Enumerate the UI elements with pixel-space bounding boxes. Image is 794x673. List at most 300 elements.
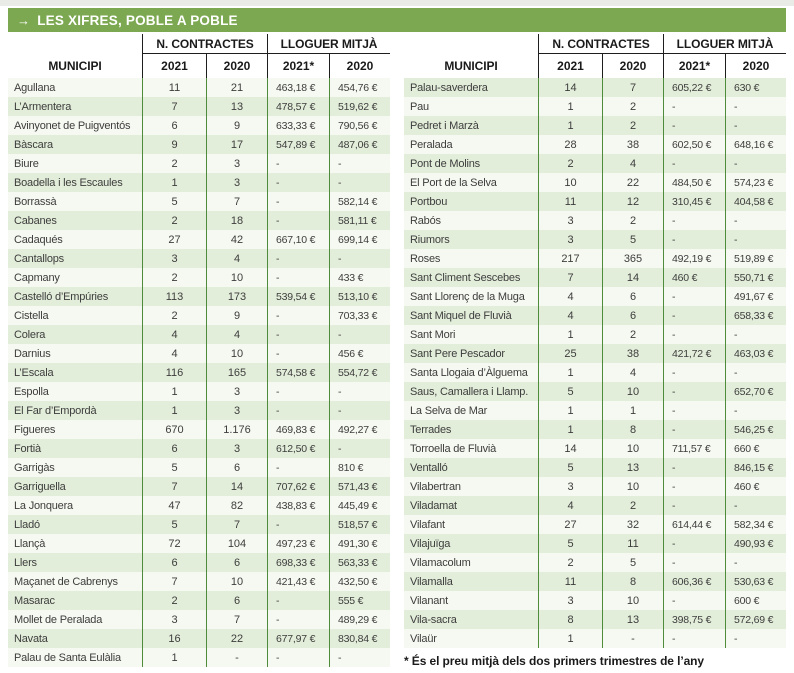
contracts-2020-cell: 4 bbox=[206, 249, 267, 268]
municipality-name: Viladamat bbox=[410, 499, 457, 512]
contracts-2021-cell: 3 bbox=[142, 610, 206, 629]
contracts-2020-cell: 8 bbox=[602, 420, 663, 439]
rent-2020-cell: 454,76 € bbox=[329, 78, 390, 97]
contracts-2020-cell: 2 bbox=[602, 97, 663, 116]
contracts-2021-cell: 2 bbox=[142, 591, 206, 610]
rent-2020-cell: 519,62 € bbox=[329, 97, 390, 116]
rent-2020-cell: 846,15 € bbox=[725, 458, 786, 477]
table-row bbox=[8, 154, 390, 173]
municipality-name: Borrassà bbox=[14, 195, 57, 208]
table-row bbox=[8, 97, 390, 116]
contracts-2021-cell: 5 bbox=[538, 534, 602, 553]
rent-2021-cell: 398,75 € bbox=[663, 610, 725, 629]
table-row bbox=[8, 610, 390, 629]
rent-2020-cell: 492,27 € bbox=[329, 420, 390, 439]
rent-2021-cell: 478,57 € bbox=[267, 97, 329, 116]
table-row bbox=[404, 363, 786, 382]
rent-2021-cell: 539,54 € bbox=[267, 287, 329, 306]
table-row bbox=[404, 610, 786, 629]
contracts-2021-cell: 7 bbox=[538, 268, 602, 287]
municipality-name: Pedret i Marzà bbox=[410, 119, 479, 132]
contracts-2020-cell: 4 bbox=[206, 325, 267, 344]
table-row bbox=[404, 420, 786, 439]
contracts-2021-cell: 2 bbox=[538, 553, 602, 572]
rent-2020-cell: 445,49 € bbox=[329, 496, 390, 515]
rent-2021-cell: - bbox=[267, 648, 329, 667]
municipality-name: Mollet de Peralada bbox=[14, 613, 103, 626]
rent-2021-cell: - bbox=[267, 382, 329, 401]
municipality-name: La Selva de Mar bbox=[410, 404, 488, 417]
municipality-name: Avinyonet de Puigventós bbox=[14, 119, 131, 132]
table-row bbox=[8, 135, 390, 154]
municipality-name: Llançà bbox=[14, 537, 46, 550]
contracts-2020-cell: 4 bbox=[602, 363, 663, 382]
rent-2020-cell: - bbox=[725, 363, 786, 382]
contracts-2021-cell: 5 bbox=[142, 515, 206, 534]
contracts-2021-cell: 2 bbox=[142, 211, 206, 230]
municipality-name: Cistella bbox=[14, 309, 49, 322]
contracts-2021-cell: 5 bbox=[538, 458, 602, 477]
municipality-name: Rabós bbox=[410, 214, 441, 227]
municipality-name: Roses bbox=[410, 252, 441, 265]
contracts-2020-cell: 2 bbox=[602, 496, 663, 515]
contracts-2020-cell: 14 bbox=[602, 268, 663, 287]
table-row bbox=[404, 116, 786, 135]
table-row bbox=[8, 401, 390, 420]
contracts-2020-cell: 9 bbox=[206, 116, 267, 135]
contracts-2020-cell: - bbox=[206, 648, 267, 667]
rent-2021-cell: - bbox=[663, 496, 725, 515]
rent-2021-cell: - bbox=[663, 458, 725, 477]
contracts-2021-cell: 7 bbox=[142, 572, 206, 591]
rent-2020-cell: - bbox=[725, 211, 786, 230]
municipality-name: Terrades bbox=[410, 423, 452, 436]
table-row bbox=[8, 648, 390, 667]
rent-2020-cell: - bbox=[725, 629, 786, 648]
table-row bbox=[404, 249, 786, 268]
rent-2020-cell: 546,25 € bbox=[725, 420, 786, 439]
contracts-2020-cell: 10 bbox=[206, 268, 267, 287]
footnote: * És el preu mitjà dels dos primers trimestres de l’any bbox=[404, 654, 704, 668]
arrow-icon: → bbox=[17, 12, 31, 28]
contracts-2020-cell: 5 bbox=[602, 553, 663, 572]
rent-2021-cell: 633,33 € bbox=[267, 116, 329, 135]
rent-2021-cell: - bbox=[267, 344, 329, 363]
rent-2020-cell: 432,50 € bbox=[329, 572, 390, 591]
municipality-name: Castelló d’Empúries bbox=[14, 290, 109, 303]
contracts-2021-cell: 1 bbox=[142, 382, 206, 401]
table-header bbox=[8, 34, 390, 78]
table-row bbox=[8, 306, 390, 325]
contracts-2021-cell: 7 bbox=[142, 477, 206, 496]
rent-2020-cell: 456 € bbox=[329, 344, 390, 363]
rent-2020-cell: 519,89 € bbox=[725, 249, 786, 268]
table-row bbox=[404, 325, 786, 344]
table-row bbox=[404, 268, 786, 287]
rent-2020-cell: 699,14 € bbox=[329, 230, 390, 249]
table-row bbox=[8, 116, 390, 135]
rent-group-header: LLOGUER MITJÀ bbox=[267, 34, 390, 53]
contracts-2020-cell: 6 bbox=[206, 458, 267, 477]
rent-2021-cell: - bbox=[267, 268, 329, 287]
contracts-2020-cell: 42 bbox=[206, 230, 267, 249]
rent-2020-cell: - bbox=[329, 249, 390, 268]
municipi-column-header: MUNICIPI bbox=[48, 59, 102, 73]
table-row bbox=[8, 268, 390, 287]
rent-2021-cell: - bbox=[663, 420, 725, 439]
contracts-2021-cell: 3 bbox=[538, 591, 602, 610]
contracts-2021-cell: 1 bbox=[538, 116, 602, 135]
rent-2020-cell: 574,23 € bbox=[725, 173, 786, 192]
table-row bbox=[404, 97, 786, 116]
contracts-2020-header: 2020 bbox=[602, 54, 663, 78]
rent-2020-cell: 652,70 € bbox=[725, 382, 786, 401]
contracts-2020-cell: 2 bbox=[602, 211, 663, 230]
table-row bbox=[404, 154, 786, 173]
rent-2021-cell: - bbox=[663, 629, 725, 648]
table-row bbox=[8, 458, 390, 477]
contracts-2021-cell: 1 bbox=[538, 420, 602, 439]
contracts-2021-cell: 9 bbox=[142, 135, 206, 154]
contracts-2020-cell: 3 bbox=[206, 154, 267, 173]
rent-2021-cell: - bbox=[663, 154, 725, 173]
rent-2021-cell: - bbox=[663, 534, 725, 553]
municipality-name: Sant Llorenç de la Muga bbox=[410, 290, 525, 303]
rent-2020-cell: 555 € bbox=[329, 591, 390, 610]
municipality-name: Vilamacolum bbox=[410, 556, 471, 569]
rent-group-header: LLOGUER MITJÀ bbox=[663, 34, 786, 53]
contracts-2020-cell: 173 bbox=[206, 287, 267, 306]
municipality-name: Pau bbox=[410, 100, 429, 113]
contracts-2020-cell: 5 bbox=[602, 230, 663, 249]
contracts-2021-header: 2021 bbox=[538, 54, 602, 78]
rent-2021-cell: - bbox=[267, 154, 329, 173]
rent-2021-cell: 492,19 € bbox=[663, 249, 725, 268]
table-row bbox=[404, 477, 786, 496]
contracts-2021-cell: 3 bbox=[538, 211, 602, 230]
table-row bbox=[8, 211, 390, 230]
rent-2021-cell: - bbox=[663, 97, 725, 116]
header-groups bbox=[538, 34, 786, 78]
table-row bbox=[8, 629, 390, 648]
table-row bbox=[8, 382, 390, 401]
rent-2021-cell: - bbox=[267, 458, 329, 477]
table-row bbox=[404, 211, 786, 230]
rent-2020-cell: 810 € bbox=[329, 458, 390, 477]
page-top-edge bbox=[0, 0, 794, 6]
table-row bbox=[404, 553, 786, 572]
contracts-2020-cell: 18 bbox=[206, 211, 267, 230]
contracts-2020-cell: 10 bbox=[602, 439, 663, 458]
contracts-2020-cell: 82 bbox=[206, 496, 267, 515]
contracts-2021-cell: 6 bbox=[142, 116, 206, 135]
rent-2021-cell: 497,23 € bbox=[267, 534, 329, 553]
rent-2020-cell: 658,33 € bbox=[725, 306, 786, 325]
rent-2021-cell: 614,44 € bbox=[663, 515, 725, 534]
municipality-name: Vilajuïga bbox=[410, 537, 451, 550]
rent-2020-cell: - bbox=[329, 382, 390, 401]
municipality-name: Sant Pere Pescador bbox=[410, 347, 505, 360]
rent-2020-cell: 648,16 € bbox=[725, 135, 786, 154]
rent-2020-cell: 660 € bbox=[725, 439, 786, 458]
municipality-name: Peralada bbox=[410, 138, 453, 151]
rent-2020-cell: 404,58 € bbox=[725, 192, 786, 211]
table-row bbox=[404, 629, 786, 648]
contracts-2020-cell: 365 bbox=[602, 249, 663, 268]
contracts-2020-cell: 14 bbox=[206, 477, 267, 496]
municipality-name: Vilamalla bbox=[410, 575, 453, 588]
rent-2020-cell: - bbox=[329, 439, 390, 458]
rent-2020-cell: 530,63 € bbox=[725, 572, 786, 591]
contracts-2020-cell: 3 bbox=[206, 401, 267, 420]
table-row bbox=[404, 344, 786, 363]
rent-2020-cell: - bbox=[329, 648, 390, 667]
table-row bbox=[404, 230, 786, 249]
rent-2020-cell: - bbox=[725, 325, 786, 344]
rent-2021-header: 2021* bbox=[663, 54, 725, 78]
section-title: LES XIFRES, POBLE A POBLE bbox=[37, 12, 238, 28]
municipalities-table-right bbox=[404, 34, 786, 648]
contracts-2020-cell: 10 bbox=[206, 344, 267, 363]
rent-2020-cell: 630 € bbox=[725, 78, 786, 97]
table-row bbox=[8, 591, 390, 610]
rent-2021-cell: - bbox=[267, 610, 329, 629]
table-row bbox=[8, 230, 390, 249]
contracts-group-header: N. CONTRACTES bbox=[142, 34, 267, 53]
municipality-name: Garrigàs bbox=[14, 461, 55, 474]
contracts-2021-cell: 2 bbox=[142, 268, 206, 287]
contracts-2021-cell: 4 bbox=[142, 344, 206, 363]
contracts-2020-cell: 22 bbox=[602, 173, 663, 192]
municipality-name: Cantallops bbox=[14, 252, 64, 265]
municipality-name: Fortià bbox=[14, 442, 41, 455]
table-row bbox=[8, 534, 390, 553]
rent-2021-cell: 547,89 € bbox=[267, 135, 329, 154]
table-row bbox=[404, 591, 786, 610]
rent-2021-cell: - bbox=[663, 401, 725, 420]
rent-2020-cell: - bbox=[725, 401, 786, 420]
rent-2021-cell: - bbox=[267, 306, 329, 325]
rent-2021-cell: - bbox=[663, 477, 725, 496]
contracts-2020-cell: - bbox=[602, 629, 663, 648]
contracts-group-header: N. CONTRACTES bbox=[538, 34, 663, 53]
rent-2021-cell: 667,10 € bbox=[267, 230, 329, 249]
contracts-2020-cell: 3 bbox=[206, 439, 267, 458]
rent-2020-cell: - bbox=[725, 97, 786, 116]
contracts-2020-cell: 7 bbox=[602, 78, 663, 97]
municipality-name: El Far d’Empordà bbox=[14, 404, 97, 417]
contracts-2020-header: 2020 bbox=[206, 54, 267, 78]
rent-2021-cell: - bbox=[663, 382, 725, 401]
table-row bbox=[8, 249, 390, 268]
table-row bbox=[8, 420, 390, 439]
municipality-name: Cadaqués bbox=[14, 233, 63, 246]
rent-2021-cell: 606,36 € bbox=[663, 572, 725, 591]
municipality-name: El Port de la Selva bbox=[410, 176, 497, 189]
contracts-2021-cell: 11 bbox=[142, 78, 206, 97]
municipality-name: Pont de Molins bbox=[410, 157, 480, 170]
contracts-2021-cell: 10 bbox=[538, 173, 602, 192]
contracts-2020-cell: 7 bbox=[206, 515, 267, 534]
contracts-2020-cell: 7 bbox=[206, 192, 267, 211]
contracts-2020-cell: 12 bbox=[602, 192, 663, 211]
rent-2021-cell: - bbox=[663, 287, 725, 306]
rent-2021-cell: - bbox=[267, 211, 329, 230]
municipality-name: Garriguella bbox=[14, 480, 66, 493]
rent-2021-cell: 711,57 € bbox=[663, 439, 725, 458]
rent-2021-cell: 463,18 € bbox=[267, 78, 329, 97]
contracts-2021-cell: 4 bbox=[538, 496, 602, 515]
contracts-2021-cell: 27 bbox=[142, 230, 206, 249]
municipality-name: Maçanet de Cabrenys bbox=[14, 575, 118, 588]
rent-2021-cell: - bbox=[267, 173, 329, 192]
table-row bbox=[8, 553, 390, 572]
contracts-2021-cell: 4 bbox=[538, 287, 602, 306]
municipalities-table-left bbox=[8, 34, 390, 667]
rent-2020-header: 2020 bbox=[329, 54, 390, 78]
contracts-2020-cell: 10 bbox=[206, 572, 267, 591]
contracts-2021-cell: 1 bbox=[538, 363, 602, 382]
contracts-2021-cell: 1 bbox=[142, 648, 206, 667]
municipality-name: Boadella i les Escaules bbox=[14, 176, 123, 189]
municipality-name: Darnius bbox=[14, 347, 51, 360]
table-row bbox=[8, 325, 390, 344]
contracts-2020-cell: 32 bbox=[602, 515, 663, 534]
contracts-2021-cell: 3 bbox=[142, 249, 206, 268]
contracts-2021-cell: 8 bbox=[538, 610, 602, 629]
contracts-2021-cell: 1 bbox=[538, 629, 602, 648]
municipality-name: Palau-saverdera bbox=[410, 81, 488, 94]
contracts-2020-cell: 13 bbox=[206, 97, 267, 116]
rent-2021-cell: - bbox=[663, 116, 725, 135]
contracts-2021-header: 2021 bbox=[142, 54, 206, 78]
table-row bbox=[404, 458, 786, 477]
contracts-2021-cell: 5 bbox=[538, 382, 602, 401]
table-row bbox=[404, 439, 786, 458]
table-row bbox=[404, 382, 786, 401]
rent-2020-cell: 513,10 € bbox=[329, 287, 390, 306]
contracts-2020-cell: 38 bbox=[602, 135, 663, 154]
contracts-2021-cell: 4 bbox=[538, 306, 602, 325]
rent-2020-cell: 463,03 € bbox=[725, 344, 786, 363]
rent-2020-cell: - bbox=[725, 116, 786, 135]
table-header bbox=[404, 34, 786, 78]
municipality-name: Llers bbox=[14, 556, 37, 569]
rent-2020-cell: 600 € bbox=[725, 591, 786, 610]
contracts-2021-cell: 6 bbox=[142, 553, 206, 572]
table-row bbox=[404, 306, 786, 325]
table-body bbox=[8, 78, 390, 667]
contracts-2021-cell: 670 bbox=[142, 420, 206, 439]
contracts-2020-cell: 2 bbox=[602, 116, 663, 135]
contracts-2020-cell: 6 bbox=[602, 306, 663, 325]
contracts-2020-cell: 1 bbox=[602, 401, 663, 420]
rent-2021-cell: - bbox=[663, 553, 725, 572]
table-row bbox=[404, 135, 786, 154]
rent-2021-cell: - bbox=[267, 401, 329, 420]
rent-2021-cell: 612,50 € bbox=[267, 439, 329, 458]
contracts-2020-cell: 8 bbox=[602, 572, 663, 591]
table-row bbox=[8, 363, 390, 382]
contracts-2020-cell: 10 bbox=[602, 477, 663, 496]
contracts-2020-cell: 22 bbox=[206, 629, 267, 648]
rent-2020-cell: 490,93 € bbox=[725, 534, 786, 553]
municipality-name: Palau de Santa Eulàlia bbox=[14, 651, 121, 664]
contracts-2021-cell: 27 bbox=[538, 515, 602, 534]
contracts-2020-cell: 3 bbox=[206, 173, 267, 192]
contracts-2021-cell: 217 bbox=[538, 249, 602, 268]
table-row bbox=[404, 534, 786, 553]
contracts-2021-cell: 3 bbox=[538, 230, 602, 249]
contracts-2020-cell: 13 bbox=[602, 458, 663, 477]
contracts-2021-cell: 28 bbox=[538, 135, 602, 154]
rent-2021-cell: 602,50 € bbox=[663, 135, 725, 154]
contracts-2020-cell: 6 bbox=[206, 591, 267, 610]
rent-2020-header: 2020 bbox=[725, 54, 786, 78]
rent-2021-cell: - bbox=[267, 192, 329, 211]
contracts-2020-cell: 6 bbox=[602, 287, 663, 306]
contracts-2021-cell: 1 bbox=[142, 173, 206, 192]
contracts-2021-cell: 14 bbox=[538, 78, 602, 97]
rent-2021-cell: - bbox=[663, 211, 725, 230]
rent-2021-cell: - bbox=[267, 515, 329, 534]
contracts-2020-cell: 10 bbox=[602, 382, 663, 401]
contracts-2021-cell: 1 bbox=[538, 325, 602, 344]
contracts-2021-cell: 2 bbox=[142, 154, 206, 173]
contracts-2020-cell: 11 bbox=[602, 534, 663, 553]
rent-2021-cell: - bbox=[663, 306, 725, 325]
section-header-bar bbox=[8, 8, 786, 32]
municipality-name: Torroella de Fluvià bbox=[410, 442, 497, 455]
rent-2021-cell: - bbox=[663, 325, 725, 344]
municipi-column-header: MUNICIPI bbox=[444, 59, 498, 73]
table-body bbox=[404, 78, 786, 648]
rent-2020-cell: - bbox=[329, 173, 390, 192]
table-row bbox=[404, 496, 786, 515]
municipality-name: Biure bbox=[14, 157, 39, 170]
contracts-2020-cell: 3 bbox=[206, 382, 267, 401]
municipality-name: Masarac bbox=[14, 594, 55, 607]
table-row bbox=[8, 192, 390, 211]
rent-2020-cell: 563,33 € bbox=[329, 553, 390, 572]
rent-2021-cell: 310,45 € bbox=[663, 192, 725, 211]
municipality-name: Portbou bbox=[410, 195, 448, 208]
rent-2020-cell: 790,56 € bbox=[329, 116, 390, 135]
municipality-name: Santa Llogaia d’Àlguema bbox=[410, 366, 528, 379]
table-row bbox=[404, 287, 786, 306]
table-row bbox=[8, 173, 390, 192]
contracts-2021-cell: 25 bbox=[538, 344, 602, 363]
contracts-2020-cell: 9 bbox=[206, 306, 267, 325]
contracts-2020-cell: 38 bbox=[602, 344, 663, 363]
contracts-2020-cell: 1.176 bbox=[206, 420, 267, 439]
municipality-name: Sant Climent Sescebes bbox=[410, 271, 521, 284]
contracts-2021-cell: 7 bbox=[142, 97, 206, 116]
contracts-2021-cell: 47 bbox=[142, 496, 206, 515]
rent-2020-cell: - bbox=[329, 325, 390, 344]
rent-2021-cell: - bbox=[663, 591, 725, 610]
municipality-name: L’Escala bbox=[14, 366, 54, 379]
contracts-2021-cell: 1 bbox=[142, 401, 206, 420]
municipality-name: Vilaür bbox=[410, 632, 437, 645]
rent-2020-cell: 572,69 € bbox=[725, 610, 786, 629]
municipality-name: La Jonquera bbox=[14, 499, 73, 512]
municipality-name: L’Armentera bbox=[14, 100, 72, 113]
municipality-name: Vilafant bbox=[410, 518, 445, 531]
contracts-2021-cell: 5 bbox=[142, 192, 206, 211]
rent-2021-cell: 484,50 € bbox=[663, 173, 725, 192]
municipality-name: Espolla bbox=[14, 385, 49, 398]
